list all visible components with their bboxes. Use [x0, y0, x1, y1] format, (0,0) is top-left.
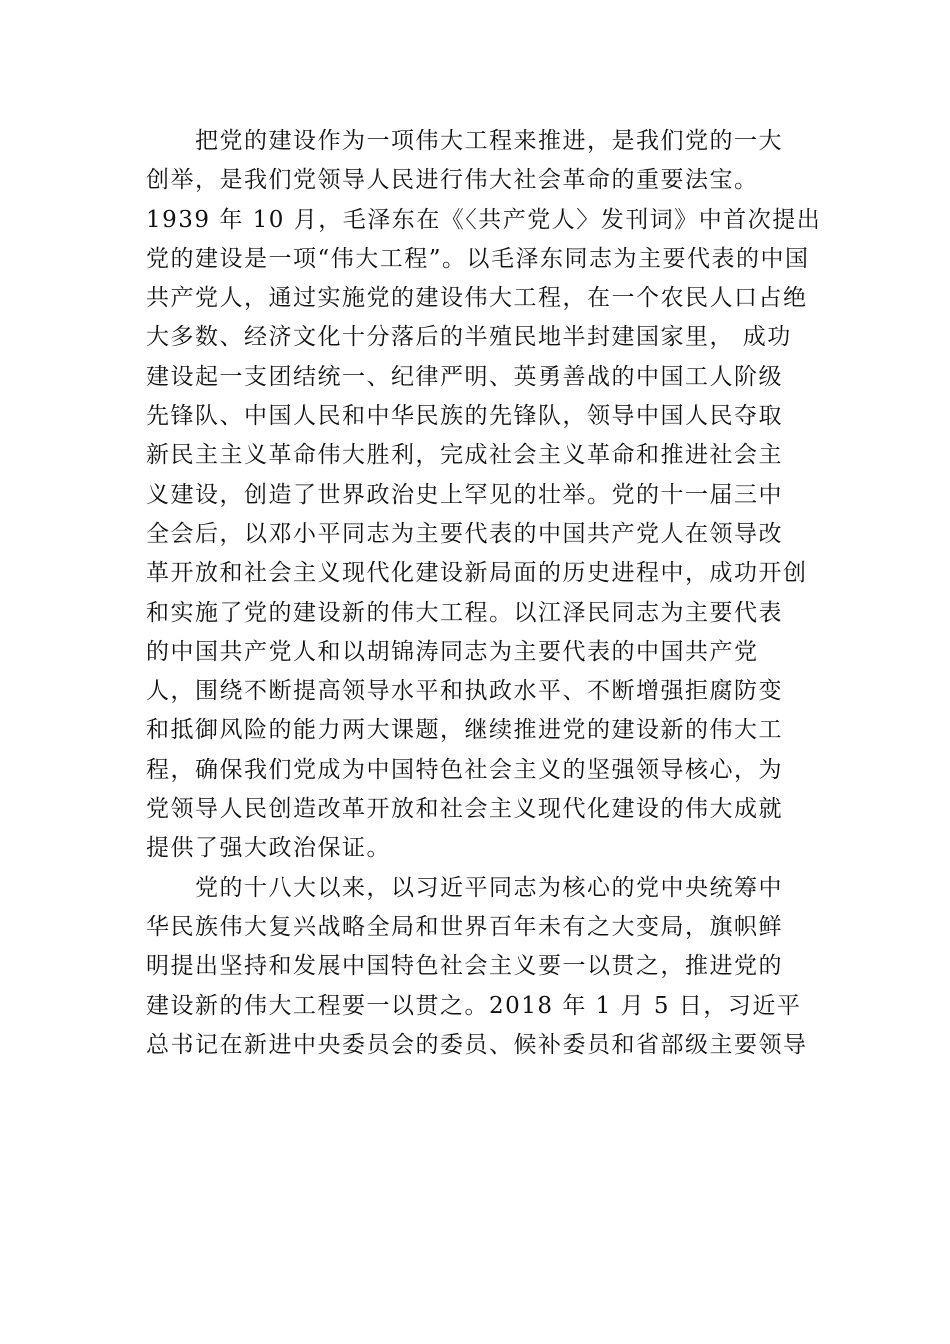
text-line: 程，确保我们党成为中国特色社会主义的坚强领导核心，为: [146, 756, 783, 783]
text-line: 党的十八大以来，以习近平同志为核心的党中央统筹中: [146, 874, 783, 901]
text-line: 把党的建设作为一项伟大工程来推进，是我们党的一大: [146, 128, 783, 154]
text-line: 和实施了党的建设新的伟大工程。以江泽民同志为主要代表: [146, 599, 783, 626]
text-line: 华民族伟大复兴战略全局和世界百年未有之大变局，旗帜鲜: [146, 913, 783, 940]
text-line: 义建设，创造了世界政治史上罕见的壮举。党的十一届三中: [146, 481, 783, 508]
text-line: 建设起一支团结统一、纪律严明、英勇善战的中国工人阶级: [146, 363, 783, 390]
text-line: 的中国共产党人和以胡锦涛同志为主要代表的中国共产党: [146, 638, 759, 665]
text-line: 和抵御风险的能力两大课题，继续推进党的建设新的伟大工: [146, 717, 783, 744]
text-line: 新民主主义革命伟大胜利，完成社会主义革命和推进社会主: [146, 442, 783, 469]
text-line: 大多数、经济文化十分落后的半殖民地半封建国家里， 成功: [146, 324, 792, 351]
text-line: 明提出坚持和发展中国特色社会主义要一以贯之，推进党的: [146, 953, 783, 980]
text-line: 全会后，以邓小平同志为主要代表的中国共产党人在领导改: [146, 520, 783, 547]
body-text: [146, 122, 826, 1065]
text-line: 革开放和社会主义现代化建设新局面的历史进程中，成功开创: [146, 560, 808, 587]
text-line: 共产党人，通过实施党的建设伟大工程，在一个农民人口占绝: [146, 285, 808, 312]
text-line: 党领导人民创造改革开放和社会主义现代化建设的伟大成就: [146, 796, 783, 823]
text-line: 先锋队、中国人民和中华民族的先锋队，领导中国人民夺取: [146, 403, 783, 430]
text-line: 总书记在新进中央委员会的委员、候补委员和省部级主要领导: [146, 1031, 808, 1058]
text-line: 1939 年 10 月，毛泽东在《〈共产党人〉发刊词》中首次提出: [146, 206, 822, 233]
text-line: 人，围绕不断提高领导水平和执政水平、不断增强拒腐防变: [146, 678, 783, 705]
text-line: 建设新的伟大工程要一以贯之。2018 年 1 月 5 日，习近平: [146, 992, 802, 1019]
text-line: 党的建设是一项“伟大工程”。以毛泽东同志为主要代表的中国: [146, 245, 810, 272]
text-line: 提供了强大政治保证。: [146, 835, 391, 862]
text-line: 创举，是我们党领导人民进行伟大社会革命的重要法宝。: [146, 167, 759, 194]
